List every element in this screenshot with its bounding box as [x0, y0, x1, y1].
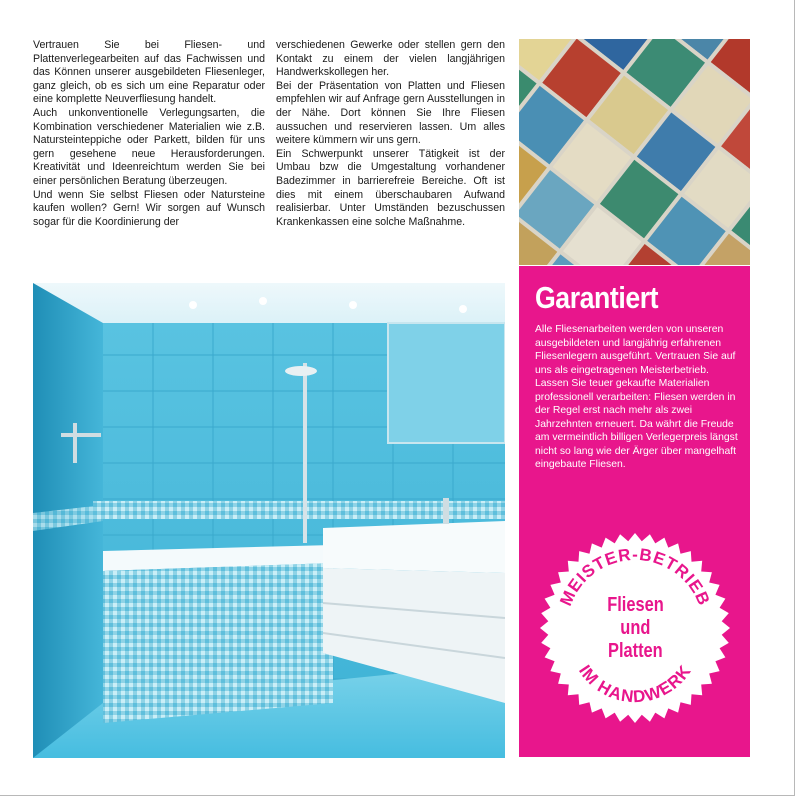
paragraph: Ein Schwerpunkt unserer Tätigkeit ist der Umbau bzw die Umgestaltung vorhandener Badezimmer in barrierefreie Bereiche. Oft ist dies mit einem überschaubaren Aufwand realisierbar. Unter Umständen bezuschussen Krankenkassen eine solche Maßnahme.	[276, 147, 505, 228]
text-column-1	[33, 39, 265, 229]
seal-arc-bottom: IM HANDWERK	[575, 661, 696, 707]
guarantee-title: Garantiert	[535, 280, 659, 315]
paragraph: Bei der Präsentation von Platten und Fliesen empfehlen wir auf Anfrage gern Ausstellungen in der Nähe. Dort können Sie Ihre Fliesen aussuchen und reservieren lassen. Um alles weitere kümmern wir uns gern.	[276, 79, 505, 147]
guarantee-text	[535, 323, 740, 472]
paragraph: Auch unkonventionelle Verlegungsarten, die Kombination verschiedener Materialien wie z.B. Natursteinteppiche oder Parkett, bilden für uns gern gesehene neue Herausforderungen. Kreativität und Ideenreichtum werden Sie bei einer persönlichen Beratung überzeugen.	[33, 106, 265, 187]
seal-center-text	[539, 532, 731, 724]
text-column-2	[276, 39, 505, 229]
seal-line: Platten	[607, 639, 663, 662]
seal-line: und	[619, 616, 651, 639]
tiles-photo	[519, 39, 750, 265]
paragraph: Vertrauen Sie bei Fliesen- und Plattenverlegearbeiten auf das Fachwissen und das Können unserer ausgebildeten Fliesenleger, ganz gleich, ob es sich um eine Reparatur oder eine komplette Neuverfliesung handelt.	[33, 39, 265, 106]
paragraph: Alle Fliesenarbeiten werden von unseren ausgebildeten und langjährig erfahrenen Fliesenlegern ausgeführt. Vertrauen Sie auf uns als eingetragenen Meisterbetrieb.	[535, 324, 736, 376]
paragraph: Lassen Sie teuer gekaufte Materialien professionell verarbeiten: Fliesen werden in der Regel erst nach mehr als zwei Jahrzehnten erneuert. Da währt die Freude am vermeintlich billigen Verlegerpreis längst nicht so lang wie der Ärger über mangelhaft eingebaute Fliesen.	[535, 378, 738, 470]
guarantee-box	[519, 266, 750, 757]
meister-seal	[539, 532, 731, 724]
seal-line: Fliesen	[606, 593, 664, 616]
paragraph: Und wenn Sie selbst Fliesen oder Natursteine kaufen wollen? Gern! Wir sorgen auf Wunsch sogar für die Koordinierung der	[33, 188, 265, 228]
bathroom-photo	[33, 283, 505, 758]
seal-arc-top: MEISTER-BETRIEB	[556, 544, 714, 609]
paragraph: verschiedenen Gewerke oder stellen gern den Kontakt zu einem der vielen langjährigen Handwerkskollegen her.	[276, 39, 505, 79]
